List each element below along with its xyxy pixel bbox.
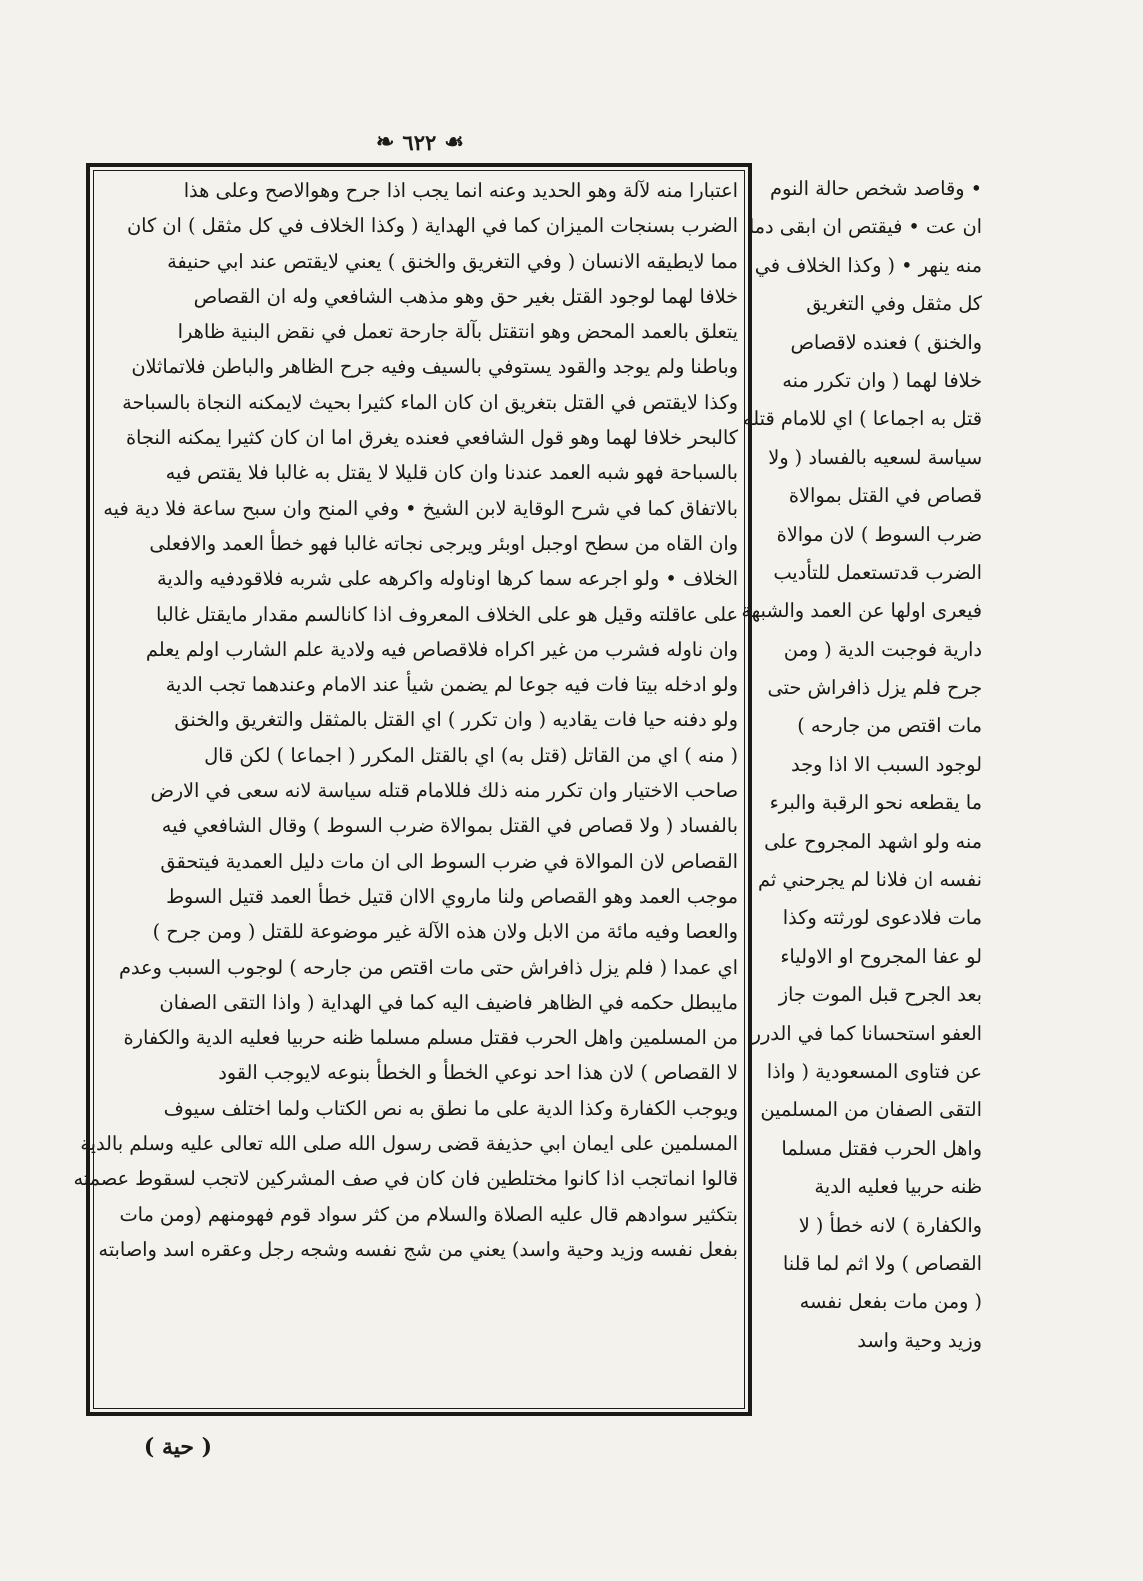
margin-line: العفو استحسانا كما في الدرر: [751, 1021, 982, 1045]
margin-line: القصاص ) ولا اثم لما قلنا: [782, 1251, 982, 1275]
main-text-line: وكذا لايقتص في القتل بتغريق ان كان الماء كثيرا بحيث لايمكنه النجاة بالسباحة: [122, 390, 738, 414]
main-text-line: بفعل نفسه وزيد وحية واسد) يعني من شج نفسه وشجه رجل وعقره اسد واصابته: [98, 1237, 738, 1261]
main-text-line: ( منه ) اي من القاتل (قتل به) اي بالقتل المكرر ( اجماعا ) لكن قال: [204, 743, 738, 767]
main-text-line: بالفساد ( ولا قصاص في القتل بموالاة ضرب السوط ) وقال الشافعي فيه: [161, 814, 738, 838]
margin-line: منه ينهر • ( وكذا الخلاف في: [754, 253, 982, 277]
margin-line: كل مثقل وفي التغريق: [806, 292, 982, 316]
main-text-line: المسلمين على ايمان ابي حذيفة قضى رسول الله صلى الله تعالى عليه وسلم بالدية: [80, 1132, 738, 1156]
margin-line: والخنق ) فعنده لاقصاص: [790, 330, 982, 354]
margin-line: قتل به اجماعا ) اي للامام قتله: [742, 407, 982, 431]
main-text-line: من المسلمين واهل الحرب فقتل مسلم مسلما ظنه حربيا فعليه الدية والكفارة: [123, 1026, 738, 1050]
main-text-line: قالوا انماتجب اذا كانوا مختلطين فان كان في صف المشركين لاتجب لسقوط عصمته: [73, 1167, 738, 1191]
main-text-body: [73, 173, 738, 1404]
main-text-line: وباطنا ولم يوجد والقود يستوفي بالسيف وفيه جرح الظاهر والباطن فلاتماثلان: [131, 355, 738, 379]
margin-line: عن فتاوى المسعودية ( واذا: [766, 1059, 982, 1083]
main-text-line: بالسباحة فهو شبه العمد عندنا وان كان قليلا لا يقتل به غالبا فلا يقتص فيه: [165, 461, 738, 485]
ornament-left-icon: ☙: [444, 129, 464, 155]
margin-line: التقى الصفان من المسلمين: [760, 1098, 982, 1122]
margin-line: منه ولو اشهد المجروح على: [764, 829, 982, 853]
main-text-line: مايبطل حكمه في الظاهر فاضيف اليه كما في الهداية ( واذا التقى الصفان: [159, 990, 738, 1014]
margin-line: واهل الحرب فقتل مسلما: [781, 1136, 982, 1160]
margin-line: والكفارة ) لانه خطأ ( لا: [798, 1213, 982, 1237]
main-text-frame: [73, 163, 752, 1416]
margin-line: ( ومن مات بفعل نفسه: [799, 1290, 982, 1314]
main-text-line: بالاتفاق كما في شرح الوقاية لابن الشيخ • وفي المنح وان سبح ساعة فلا دية فيه: [103, 496, 738, 520]
page-number-header: [340, 124, 500, 160]
margin-line: خلافا لهما ( وان تكرر منه: [782, 368, 982, 392]
main-text-line: والعصا وفيه مائة من الابل ولان هذه الآلة غير موضوعة للقتل ( ومن جرح ): [152, 920, 738, 944]
main-text-line: القصاص لان الموالاة في ضرب السوط الى ان مات دليل العمدية فيتحقق: [160, 849, 738, 873]
catchword: ( حية ): [143, 1434, 213, 1460]
margin-line: دارية فوجبت الدية ( ومن: [783, 637, 982, 661]
margin-line: سياسة لسعيه بالفساد ( ولا: [768, 445, 982, 469]
page-number: ٦٢٢: [402, 129, 437, 155]
main-text-line: يتعلق بالعمد المحض وهو انتقتل بآلة جارحة تعمل في نقض البنية ظاهرا: [177, 320, 738, 344]
main-text-line: لا القصاص ) لان هذا احد نوعي الخطأ و الخطأ بنوعه لايوجب القود: [218, 1061, 738, 1085]
main-text-line: وان القاه من سطح اوجبل اوبئر ويرجى نجاته غالبا فهو خطأ العمد والافعلى: [149, 531, 738, 555]
main-text-line: الخلاف • ولو اجرعه سما كرها اوناوله واكرهه على شربه فلاقودفيه والدية: [156, 567, 738, 591]
margin-line: جرح فلم يزل ذافراش حتى: [767, 676, 982, 700]
main-text-line: ولو دفنه حيا فات يقاديه ( وان تكرر ) اي القتل بالمثقل والتغريق والخنق: [174, 708, 738, 732]
main-text-line: خلافا لهما لوجود القتل بغير حق وهو مذهب الشافعي وله ان القصاص: [193, 284, 738, 308]
margin-line: مات فلادعوى لورثته وكذا: [782, 906, 982, 930]
main-text-line: كالبحر خلافا لهما وهو قول الشافعي فعنده يغرق اما ان كان كثيرا يمكنه النجاة: [125, 426, 738, 450]
main-text-line: ويوجب الكفارة وكذا الدية على ما نطق به نص الكتاب ولما اختلف سيوف: [163, 1096, 738, 1120]
ornament-right-icon: ❧: [375, 129, 395, 155]
margin-line: فيعرى اولها عن العمد والشبهة: [741, 599, 982, 623]
main-text-line: الضرب بسنجات الميزان كما في الهداية ( وكذا الخلاف في كل مثقل ) ان كان: [126, 214, 738, 238]
main-text-line: على عاقلته وقيل هو على الخلاف المعروف اذا كانالسم مقدار مايقتل غالبا: [156, 602, 738, 626]
margin-line: ظنه حربيا فعليه الدية: [814, 1175, 982, 1199]
main-text-line: وان ناوله فشرب من غير اكراه فلاقصاص فيه ولادية علم الشارب اولم يعلم: [145, 637, 738, 661]
main-text-line: موجب العمد وهو القصاص ولنا ماروي الاان قتيل خطأ العمد قتيل السوط: [166, 884, 738, 908]
margin-line: ان عت • فيقتص ان ابقى دما: [748, 215, 982, 239]
margin-line: الضرب قدتستعمل للتأديب: [773, 560, 982, 584]
margin-line: مات اقتص من جارحه ): [797, 714, 982, 738]
margin-line: نفسه ان فلانا لم يجرحني ثم: [758, 868, 982, 892]
margin-line: ضرب السوط ) لان موالاة: [776, 522, 982, 546]
main-text-line: مما لايطيقه الانسان ( وفي التغريق والخنق ) يعني لايقتص عند ابي حنيفة: [167, 249, 738, 273]
margin-line: ما يقطعه نحو الرقبة والبرء: [769, 791, 982, 815]
main-text-line: اعتبارا منه لآلة وهو الحديد وعنه انما يجب اذا جرح وهوالاصح وعلى هذا: [183, 179, 738, 202]
margin-line: قصاص في القتل بموالاة: [788, 484, 982, 508]
main-text-line: اي عمدا ( فلم يزل ذافراش حتى مات اقتص من جارحه ) لوجوب السبب وعدم: [118, 955, 738, 979]
margin-line: بعد الجرح قبل الموت جاز: [778, 983, 982, 1007]
main-text-line: صاحب الاختيار وان تكرر منه ذلك فللامام قتله سياسة لانه سعى في الارض: [150, 779, 738, 803]
margin-line: لو عفا المجروح او الاولياء: [780, 944, 982, 968]
margin-line: • وقاصد شخص حالة النوم: [770, 177, 982, 200]
margin-commentary: [741, 170, 982, 1360]
margin-line: وزيد وحية واسد: [857, 1328, 982, 1352]
main-text-line: بتكثير سوادهم قال عليه الصلاة والسلام من كثر سواد قوم فهومنهم (ومن مات: [119, 1202, 738, 1226]
main-text-line: ولو ادخله بيتا فات فيه جوعا لم يضمن شيأ عند الامام وعندهما تجب الدية: [165, 673, 738, 697]
margin-line: لوجود السبب الا اذا وجد: [790, 752, 982, 776]
